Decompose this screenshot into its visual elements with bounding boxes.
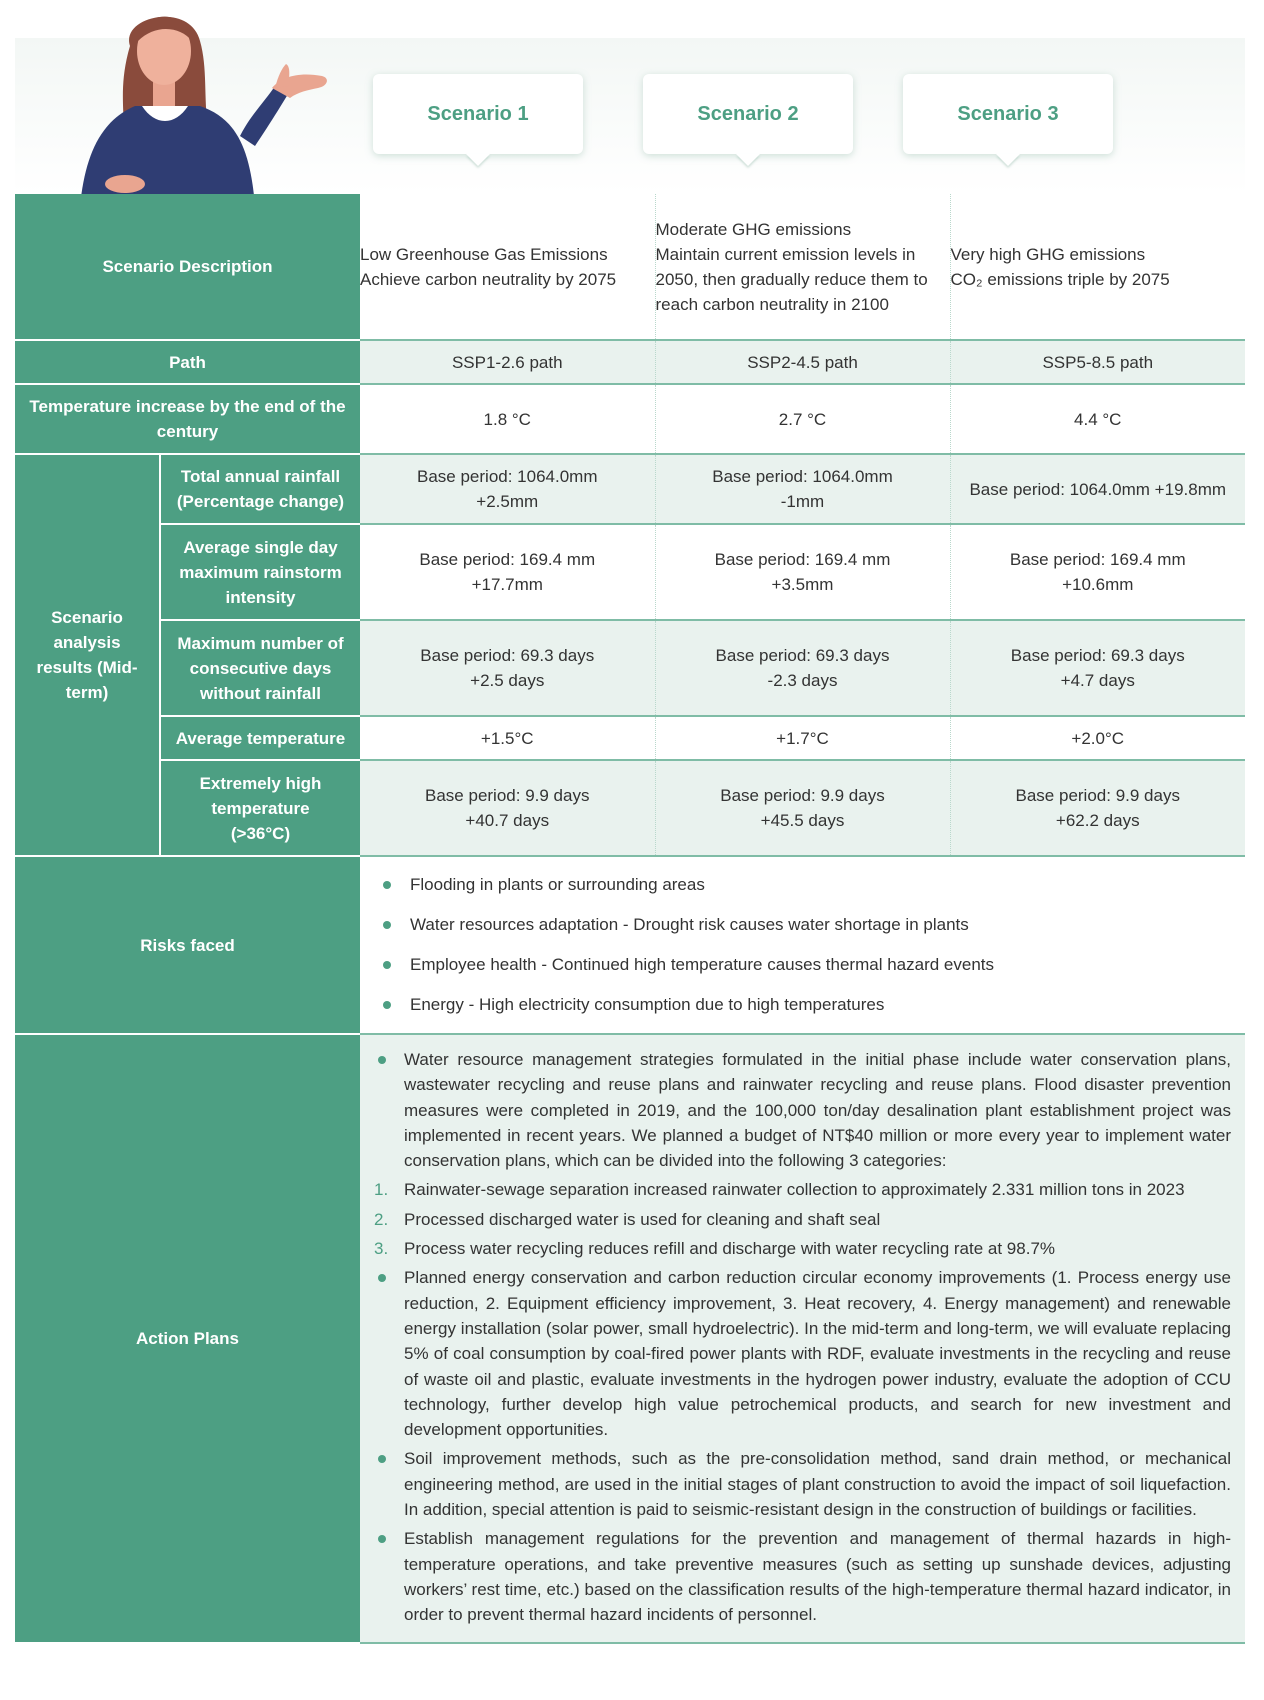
row-label: Total annual rainfall (Percentage change) (160, 454, 360, 524)
list-number: 3. (374, 1239, 389, 1259)
action-item (374, 1446, 1231, 1522)
list-number: 2. (374, 1209, 389, 1229)
value-line: -2.3 days (767, 671, 838, 690)
value-line: Base period: 1064.0mm (417, 467, 598, 486)
value-line: Base period: 1064.0mm +19.8mm (969, 479, 1227, 499)
row-scenario-description (15, 194, 1245, 340)
value-line: Base period: 69.3 days (715, 646, 890, 665)
value-line: Base period: 169.4 mm (1009, 550, 1186, 569)
scenario-1-description (360, 194, 655, 340)
value-line: Base period: 169.4 mm (419, 550, 596, 569)
value-line: +1.5°C (480, 728, 534, 748)
risk-item: Water resources adaptation - Drought risk causes water shortage in plants (380, 905, 1245, 945)
bullet-icon (378, 1274, 386, 1282)
scenario-1-header: Scenario 1 (373, 74, 583, 154)
analysis-value (950, 524, 1245, 620)
row-temperature-increase (15, 384, 1245, 454)
value-line: +10.6mm (1062, 575, 1134, 594)
analysis-value (360, 620, 655, 716)
analysis-value (655, 716, 950, 760)
analysis-value (360, 454, 655, 524)
path-value: SSP1-2.6 path (360, 340, 655, 384)
bullet-icon (378, 1535, 386, 1543)
row-label: Average single day maximum rainstorm intensity (160, 524, 360, 620)
desc-line: Achieve carbon neutrality by 2075 (360, 269, 617, 289)
risk-item: Energy - High electricity consumption due to high temperatures (380, 985, 1245, 1025)
analysis-value (360, 760, 655, 856)
action-item (374, 1236, 1231, 1261)
row-label: Temperature increase by the end of the century (15, 384, 360, 454)
scenario-2-description (655, 194, 950, 340)
actions-list (360, 1035, 1245, 1642)
risks-list (360, 857, 1245, 1033)
action-text: Rainwater-sewage separation increased rainwater collection to approximately 2.331 million tons in 2023 (404, 1180, 1185, 1200)
temperature-value: 4.4 °C (950, 384, 1245, 454)
risks-cell (360, 856, 1245, 1034)
row-action-plans (15, 1034, 1245, 1643)
row-label: Risks faced (15, 856, 360, 1034)
row-label: Maximum number of consecutive days without rainfall (160, 620, 360, 716)
action-item (374, 1526, 1231, 1627)
row-label: Average temperature (160, 716, 360, 760)
row-risks-faced (15, 856, 1245, 1034)
path-value: SSP2-4.5 path (655, 340, 950, 384)
analysis-value (655, 760, 950, 856)
row-max-rainstorm-intensity (15, 524, 1245, 620)
row-label: Extremely high temperature (>36°C) (160, 760, 360, 856)
analysis-value (950, 620, 1245, 716)
scenario-3-description (950, 194, 1245, 340)
temperature-value: 2.7 °C (655, 384, 950, 454)
analysis-value (360, 716, 655, 760)
desc-line: Very high GHG emissions (950, 244, 1146, 264)
action-text: Water resource management strategies formulated in the initial phase include water conservation plans, wastewater recycling and reuse plans and rainwater recycling and reuse plans. Flood disaster prevention measures were completed in 2019, and the 100,000 ton/day desalination plant establishment project was implemented in recent years. We planned a budget of NT$40 million or more every year to implement water conservation plans, which can be divided into the following 3 categories: (404, 1050, 1231, 1171)
row-path (15, 340, 1245, 384)
action-text: Planned energy conservation and carbon reduction circular economy improvements (1. Process energy use reduction, 2. Equipment efficiency improvement, 3. Heat recovery, 4. Energy management) and renewable energy installation (solar power, small hydroelectric). In the mid-term and long-term, we will evaluate replacing 5% of coal consumption by coal-fired power plants with RDF, evaluate investments in the recycling and reuse of waste oil and plastic, evaluate investments in the hydrogen power industry, evaluate the adoption of CCU technology, further develop high value petrochemical products, and search for new investment and development opportunities. (404, 1268, 1231, 1440)
analysis-value (950, 760, 1245, 856)
bullet-icon (378, 1056, 386, 1064)
value-line: +62.2 days (1055, 811, 1140, 830)
value-line: Base period: 169.4 mm (714, 550, 891, 569)
analysis-value (950, 716, 1245, 760)
action-item (374, 1177, 1231, 1202)
value-line: Base period: 9.9 days (425, 786, 590, 805)
risk-item: Employee health - Continued high temperature causes thermal hazard events (380, 945, 1245, 985)
value-line: +4.7 days (1060, 671, 1135, 690)
action-text: Soil improvement methods, such as the pre-consolidation method, sand drain method, or mechanical engineering method, are used in the initial stages of plant construction to avoid the impact of soil liquefaction. In addition, special attention is paid to seismic-resistant design in the construction of buildings or facilities. (404, 1449, 1231, 1520)
desc-line: Maintain current emission levels in 2050, then gradually reduce them to reach carbon neutrality in 2100 (655, 244, 928, 314)
value-line: Base period: 69.3 days (420, 646, 595, 665)
row-label: Action Plans (15, 1034, 360, 1643)
value-line: -1mm (780, 492, 825, 511)
desc-line: CO₂ emissions triple by 2075 (950, 269, 1170, 289)
value-line: +17.7mm (471, 575, 543, 594)
analysis-value (655, 454, 950, 524)
desc-line: Moderate GHG emissions (655, 219, 852, 239)
risk-item: Flooding in plants or surrounding areas (380, 865, 1245, 905)
value-line: +2.5mm (476, 492, 539, 511)
scenario-table (15, 194, 1245, 1644)
action-item (374, 1207, 1231, 1232)
value-line: Base period: 9.9 days (1015, 786, 1180, 805)
value-line: +3.5mm (771, 575, 834, 594)
temperature-value: 1.8 °C (360, 384, 655, 454)
value-line: +1.7°C (776, 728, 829, 748)
woman-presenter-illustration (60, 6, 350, 206)
scenario-analysis-group-label: Scenario analysis results (Mid-term) (15, 454, 160, 856)
list-number: 1. (374, 1180, 389, 1200)
analysis-value (360, 524, 655, 620)
value-line: Base period: 1064.0mm (712, 467, 893, 486)
analysis-value (655, 524, 950, 620)
action-text: Establish management regulations for the prevention and management of thermal hazards in high-temperature operations, and take preventive measures (such as setting up sunshade devices, adjusting workers’ rest time, etc.) based on the classification results of the high-temperature thermal hazard indicator, in order to prevent thermal hazard incidents of personnel. (404, 1529, 1231, 1625)
action-text: Process water recycling reduces refill and discharge with water recycling rate at 98.7% (404, 1239, 1056, 1259)
row-label: Path (15, 340, 360, 384)
value-line: Base period: 69.3 days (1010, 646, 1185, 665)
analysis-value (655, 620, 950, 716)
value-line: +40.7 days (465, 811, 550, 830)
value-line: Base period: 9.9 days (720, 786, 885, 805)
actions-cell (360, 1034, 1245, 1643)
value-line: +45.5 days (760, 811, 845, 830)
action-text: Processed discharged water is used for cleaning and shaft seal (404, 1209, 881, 1229)
value-line: +2.0°C (1071, 728, 1125, 748)
bullet-icon (378, 1455, 386, 1463)
row-label: Scenario Description (15, 194, 360, 340)
row-consecutive-days-without-rainfall (15, 620, 1245, 716)
path-value: SSP5-8.5 path (950, 340, 1245, 384)
row-total-annual-rainfall (15, 454, 1245, 524)
desc-line: Low Greenhouse Gas Emissions (360, 244, 608, 264)
action-item (374, 1047, 1231, 1173)
action-item (374, 1265, 1231, 1442)
row-extremely-high-temperature (15, 760, 1245, 856)
value-line: +2.5 days (470, 671, 545, 690)
analysis-value (950, 454, 1245, 524)
scenario-3-header: Scenario 3 (903, 74, 1113, 154)
scenario-2-header: Scenario 2 (643, 74, 853, 154)
row-average-temperature (15, 716, 1245, 760)
